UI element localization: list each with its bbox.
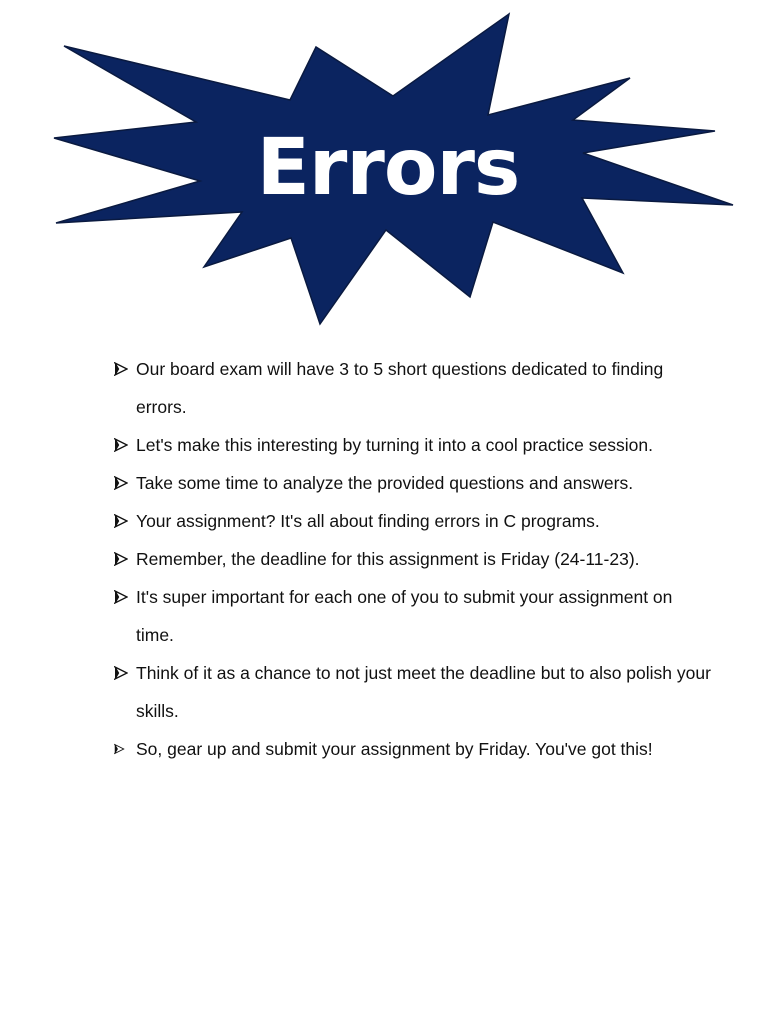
list-item	[114, 730, 714, 768]
banner-title: Errors	[256, 123, 520, 213]
errors-banner	[0, 0, 768, 340]
bullet-text: Let's make this interesting by turning it into a cool practice session.	[136, 435, 653, 455]
arrowhead-bullet-icon	[114, 578, 130, 616]
arrowhead-bullet-icon	[114, 540, 130, 578]
arrowhead-bullet-icon	[114, 350, 130, 388]
bullet-text: Our board exam will have 3 to 5 short questions dedicated to finding errors.	[136, 359, 664, 417]
arrowhead-bullet-icon	[114, 730, 130, 768]
arrowhead-bullet-icon	[114, 654, 130, 692]
list-item	[114, 350, 714, 426]
list-item	[114, 578, 714, 654]
bullet-text: So, gear up and submit your assignment by Friday. You've got this!	[136, 739, 653, 759]
arrowhead-bullet-icon	[114, 464, 130, 502]
list-item	[114, 654, 714, 730]
bullet-text: Take some time to analyze the provided questions and answers.	[136, 473, 634, 493]
bullet-text: It's super important for each one of you to submit your assignment on time.	[136, 587, 673, 645]
bullet-text: Your assignment? It's all about finding errors in C programs.	[136, 511, 600, 531]
arrowhead-bullet-icon	[114, 502, 130, 540]
bullet-list	[114, 350, 714, 768]
list-item	[114, 540, 714, 578]
bullet-text: Remember, the deadline for this assignment is Friday (24-11-23).	[136, 549, 640, 569]
list-item	[114, 502, 714, 540]
bullet-text: Think of it as a chance to not just meet the deadline but to also polish your skills.	[136, 663, 711, 721]
list-item	[114, 464, 714, 502]
list-item	[114, 426, 714, 464]
arrowhead-bullet-icon	[114, 426, 130, 464]
